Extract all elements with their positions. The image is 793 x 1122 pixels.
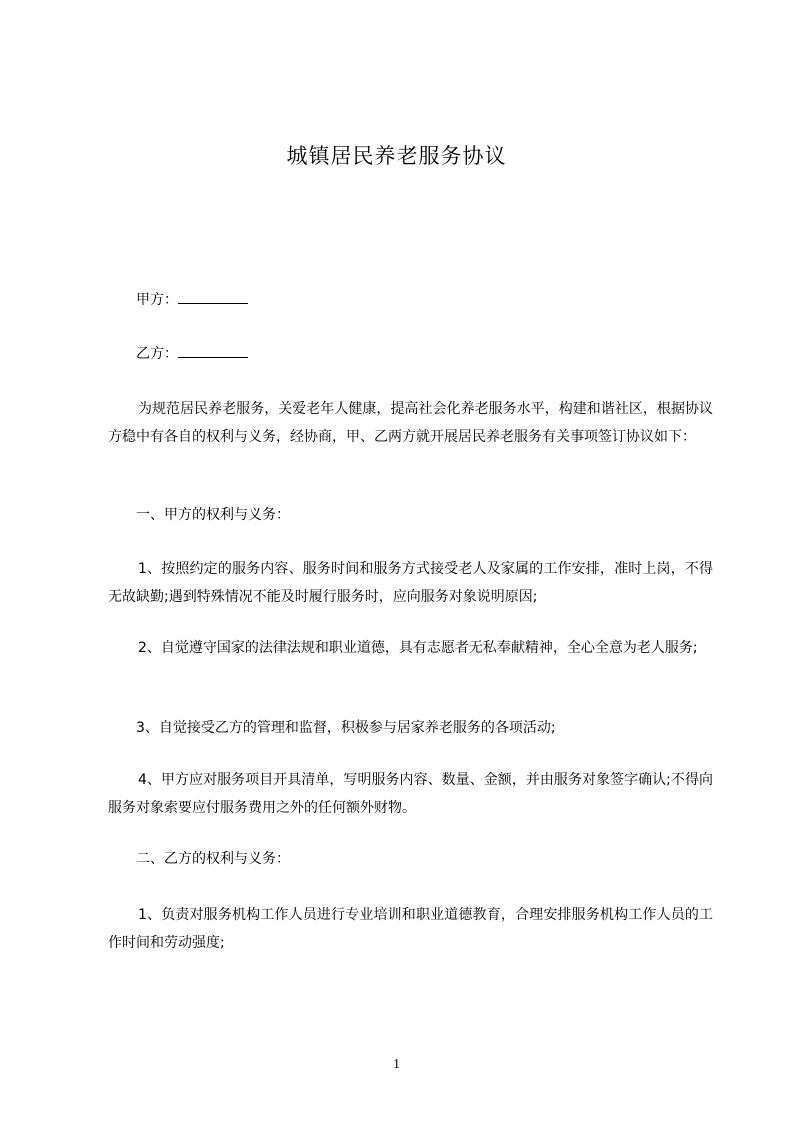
party-a-line	[136, 289, 248, 312]
party-b-label: 乙方：	[136, 346, 178, 362]
section-1-heading: 一、甲方的权利与义务：	[136, 507, 290, 523]
section-1-item-3: 3、自觉接受乙方的管理和监督，积极参与居家养老服务的各项活动;	[136, 720, 556, 736]
section-2-item-1: 1、负责对服务机构工作人员进行专业培训和职业道德教育，合理安排服务机构工作人员的工作时间和劳动强度;	[108, 907, 713, 951]
section-2-heading: 二、乙方的权利与义务：	[136, 851, 290, 867]
section-1-item-4: 4、甲方应对服务项目开具清单，写明服务内容、数量、金额，并由服务对象签字确认;不得向服务对象索要应付服务费用之外的任何额外财物。	[108, 772, 713, 816]
section-1-item-2: 2、自觉遵守国家的法律法规和职业道德，具有志愿者无私奉献精神，全心全意为老人服务;	[138, 640, 698, 656]
page-number: 1	[393, 1057, 400, 1072]
party-a-label: 甲方：	[136, 292, 178, 308]
intro-paragraph: 为规范居民养老服务，关爱老年人健康，提高社会化养老服务水平，构建和谐社区，根据协议方稳中有各自的权利与义务，经协商，甲、乙两方就开展居民养老服务有关事项签订协议如下：	[108, 401, 713, 445]
page-title: 城镇居民养老服务协议	[286, 144, 507, 168]
section-1-item-1: 1、按照约定的服务内容、服务时间和服务方式接受老人及家属的工作安排，准时上岗，不得无故缺勤;遇到特殊情况不能及时履行服务时，应向服务对象说明原因;	[108, 561, 713, 605]
party-b-line	[136, 343, 248, 366]
party-a-blank	[178, 289, 248, 304]
party-b-blank	[178, 343, 248, 358]
